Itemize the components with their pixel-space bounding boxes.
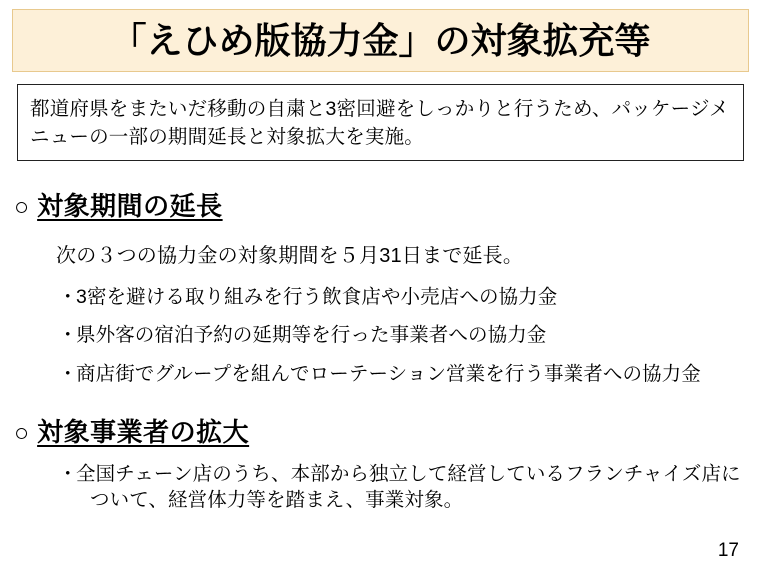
bullet-dot-icon: ・ xyxy=(58,362,78,385)
circle-marker-icon: ○ xyxy=(14,419,30,447)
list-item-line-1: 全国チェーン店のうち、本部から独立して経営しているフランチャイズ店に xyxy=(76,463,741,485)
bullet-list xyxy=(0,461,761,514)
list-item-label: 3密を避ける取り組みを行う飲食店や小売店への協力金 xyxy=(76,286,558,308)
page-title: 「えひめ版協力金」の対象拡充等 xyxy=(110,19,651,61)
list-item xyxy=(0,361,761,387)
bullet-dot-icon: ・ xyxy=(58,286,78,308)
list-item-label: 商店街でグループを組んでローテーション営業を行う事業者への協力金 xyxy=(76,362,701,385)
section-lead-text: 次の３つの協力金の対象期間を５月31日まで延長。 xyxy=(56,245,524,267)
lead-paragraph-text: 都道府県をまたいだ移動の自粛と3密回避をしっかりと行うため、パッケージメニューの一部の期間延長と対象拡大を実施。 xyxy=(30,98,729,149)
section-heading xyxy=(0,186,761,223)
list-item-label xyxy=(76,461,761,514)
section-heading xyxy=(0,412,761,449)
list-item-label: 県外客の宿泊予約の延期等を行った事業者への協力金 xyxy=(76,324,547,347)
slide-title-banner xyxy=(12,9,749,72)
bullet-dot-icon: ・ xyxy=(58,324,78,347)
list-item xyxy=(0,322,761,348)
list-item xyxy=(0,461,761,514)
lead-paragraph-box xyxy=(17,84,744,161)
section-title: 対象期間の延長 xyxy=(37,191,223,221)
bullet-list xyxy=(0,284,761,387)
section-title: 対象事業者の拡大 xyxy=(37,417,250,447)
list-item-line-2: ついて、経営体力等を踏まえ、事業対象。 xyxy=(90,489,464,512)
bullet-dot-icon: ・ xyxy=(58,463,78,485)
list-item xyxy=(0,284,761,310)
section-target-business-expansion xyxy=(0,412,761,526)
section-target-period-extension xyxy=(0,186,761,399)
page-number: 17 xyxy=(717,540,739,561)
circle-marker-icon: ○ xyxy=(14,193,30,221)
